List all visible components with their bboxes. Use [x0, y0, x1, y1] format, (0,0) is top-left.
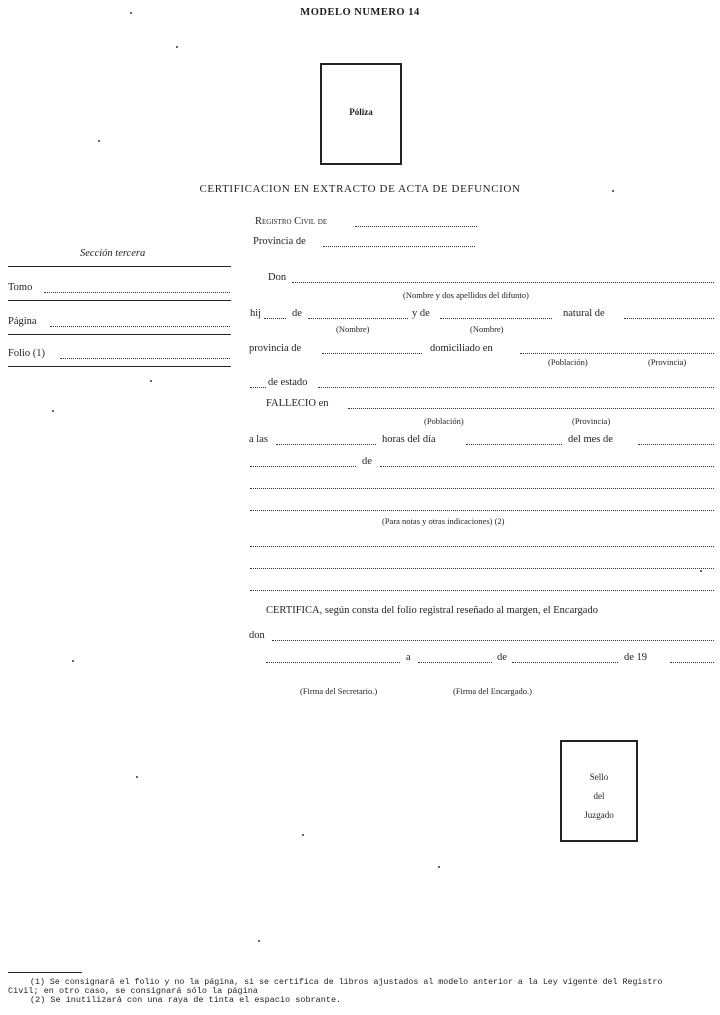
encargado-name-field[interactable]	[272, 640, 714, 641]
pagina-field[interactable]	[50, 326, 230, 327]
poliza-label: Póliza	[349, 107, 373, 117]
left-rule-2	[8, 334, 231, 335]
notes-line-3[interactable]	[250, 546, 714, 547]
date-day-field[interactable]	[418, 662, 492, 663]
father-name-field[interactable]	[308, 318, 408, 319]
domiciliado-label: domiciliado en	[430, 343, 493, 354]
place-field[interactable]	[266, 662, 400, 663]
natural-field[interactable]	[624, 318, 714, 319]
section-label: Sección tercera	[80, 248, 146, 259]
hora-field[interactable]	[276, 444, 376, 445]
don-label: Don	[268, 272, 287, 283]
scan-speck	[136, 776, 138, 778]
pagina-label: Página	[8, 316, 37, 327]
tomo-label: Tomo	[8, 282, 33, 293]
notas-hint: (Para notas y otras indicaciones) (2)	[382, 516, 505, 526]
year-field[interactable]	[380, 466, 714, 467]
footnote-1b: Civil; en otro caso, se consignará sólo la página	[8, 986, 258, 996]
notes-line-4[interactable]	[250, 568, 714, 569]
fallecio-field[interactable]	[348, 408, 714, 409]
horas-del-dia-label: horas del día	[382, 434, 436, 445]
nombre-apellidos-hint: (Nombre y dos apellidos del difunto)	[403, 290, 529, 300]
estado-prefix-field[interactable]	[250, 387, 266, 388]
don-field[interactable]	[292, 282, 714, 283]
footnote-rule	[8, 972, 82, 973]
provincia-de-field[interactable]	[322, 353, 422, 354]
scan-speck	[302, 834, 304, 836]
scan-speck	[72, 660, 74, 662]
left-rule-bottom	[8, 366, 231, 367]
poliza-box	[320, 63, 402, 165]
provincia-field[interactable]	[323, 246, 475, 247]
dia-field[interactable]	[466, 444, 562, 445]
a-las-label: a las	[249, 434, 268, 445]
notes-line-5[interactable]	[250, 590, 714, 591]
domicilio-field[interactable]	[520, 353, 714, 354]
scan-speck	[52, 410, 54, 412]
folio-label: Folio (1)	[8, 348, 46, 359]
hij-suffix-field[interactable]	[264, 318, 286, 319]
date-month-field[interactable]	[512, 662, 618, 663]
mes-field[interactable]	[638, 444, 714, 445]
notes-line-2[interactable]	[250, 510, 714, 511]
folio-field[interactable]	[60, 358, 230, 359]
provincia-de-label: provincia de	[249, 343, 302, 354]
natural-de-label: natural de	[563, 308, 605, 319]
nombre-hint-1: (Nombre)	[336, 324, 370, 334]
scan-speck	[176, 46, 178, 48]
sello-line-2: del	[593, 791, 605, 801]
de-estado-label: de estado	[268, 377, 308, 388]
notes-line-1[interactable]	[250, 488, 714, 489]
don-label-2: don	[249, 630, 265, 641]
scan-speck	[700, 570, 702, 572]
scan-speck	[438, 866, 440, 868]
scan-speck	[98, 140, 100, 142]
poblacion-hint-1: (Población)	[548, 357, 588, 367]
certifica-text: CERTIFICA, según consta del folio registral reseñado al margen, el Encargado	[266, 605, 598, 616]
provincia-hint-1: (Provincia)	[648, 357, 687, 367]
hij-label: hij	[250, 308, 262, 319]
footnote-2: (2) Se inutilizará con una raya de tinta el espacio sobrante.	[30, 995, 342, 1005]
sello-line-1: Sello	[589, 772, 609, 782]
registro-field[interactable]	[355, 226, 477, 227]
del-mes-de-label: del mes de	[568, 434, 613, 445]
de-19-label: de 19	[624, 652, 648, 663]
de-label-1: de	[292, 308, 302, 319]
sello-box	[560, 740, 638, 842]
tomo-field[interactable]	[44, 292, 230, 293]
estado-field[interactable]	[318, 387, 714, 388]
firma-encargado: (Firma del Encargado.)	[453, 686, 532, 696]
scan-speck	[258, 940, 260, 942]
scan-speck	[150, 380, 152, 382]
provincia-hint-2: (Provincia)	[572, 416, 611, 426]
y-de-label: y de	[412, 308, 430, 319]
de-label-2: de	[362, 456, 372, 467]
footnote-1a: (1) Se consignará el folio y no la página, si se certifica de libros ajustados al modelo anterior a la Ley vigente del Registro	[30, 978, 663, 987]
de-label-3: de	[497, 652, 507, 663]
document-title: CERTIFICACION EN EXTRACTO DE ACTA DE DEFUNCION	[199, 183, 521, 195]
nombre-hint-2: (Nombre)	[470, 324, 504, 334]
fallecio-label: FALLECIO en	[266, 398, 329, 409]
scan-speck	[130, 12, 132, 14]
left-rule-1	[8, 300, 231, 301]
a-label: a	[406, 652, 411, 663]
year-prefix-field[interactable]	[250, 466, 356, 467]
sello-line-3: Juzgado	[584, 810, 614, 820]
registro-label: Registro Civil de	[255, 216, 328, 227]
date-year-field[interactable]	[670, 662, 714, 663]
provincia-label: Provincia de	[253, 236, 306, 247]
scan-speck	[612, 190, 614, 192]
poblacion-hint-2: (Población)	[424, 416, 464, 426]
left-rule-top	[8, 266, 231, 267]
model-number: MODELO NUMERO 14	[300, 7, 420, 18]
mother-name-field[interactable]	[440, 318, 552, 319]
firma-secretario: (Firma del Secretario.)	[300, 686, 378, 696]
